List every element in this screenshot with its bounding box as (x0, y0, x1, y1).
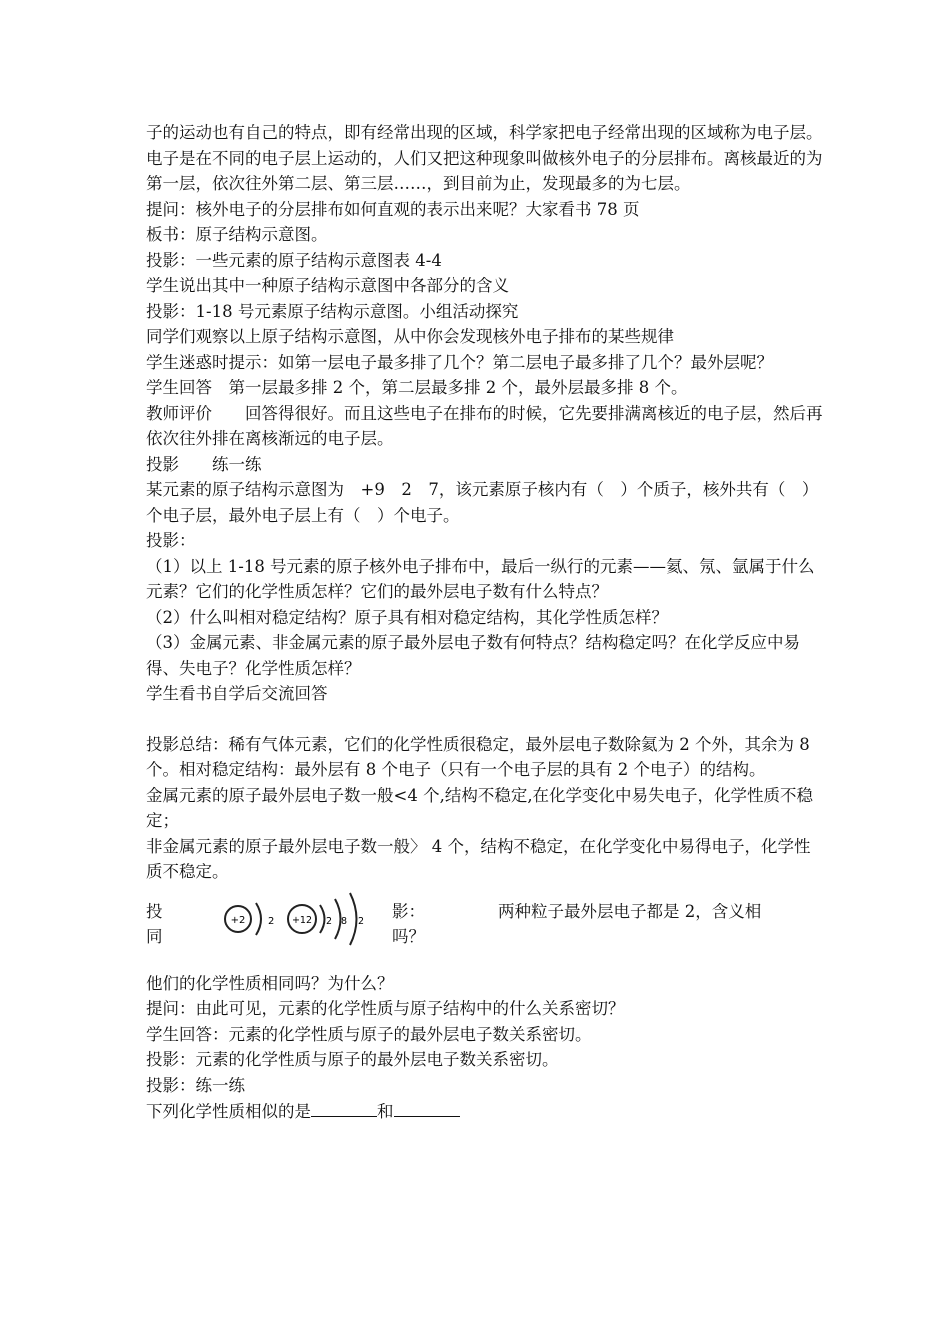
paragraph: 投影：1-18 号元素原子结构示意图。小组活动探究 (146, 301, 519, 321)
electron-shell-arc (320, 905, 325, 933)
paragraph: 学生回答：元素的化学性质与原子的最外层电子数关系密切。 (146, 1024, 592, 1044)
paragraph: 学生说出其中一种原子结构示意图中各部分的含义 (146, 276, 509, 295)
paragraph: 非金属元素的原子最外层电子数一般〉 4 个，结构不稳定，在化学变化中易得电子，化学性质不稳定。 (146, 836, 811, 881)
answer-blank (394, 1098, 460, 1117)
atom-diagram-magnesium (288, 893, 364, 945)
paragraph: 投影 练一练 (146, 454, 262, 474)
paragraph: 投影：元素的化学性质与原子的最外层电子数关系密切。 (146, 1050, 559, 1069)
spacer (146, 707, 826, 732)
paragraph: 教师评价 回答得很好。而且这些电子在排布的时候，它先要排满离核近的电子层，然后再依次往外排在离核渐远的电子层。 (146, 403, 823, 448)
paragraph: 投影： (146, 531, 196, 550)
label-char: 同 (146, 926, 163, 946)
paragraph: 金属元素的原子最外层电子数一般<4 个,结构不稳定,在化学变化中易失电子，化学性质不稳定； (146, 785, 814, 830)
paragraph: 学生回答 第一层最多排 2 个，第二层最多排 2 个，最外层最多排 8 个。 (146, 378, 688, 397)
fill-in-question (146, 1098, 826, 1125)
paragraph: 投影：一些元素的原子结构示意图表 4-4 (146, 250, 442, 270)
label-text: 吗？ (392, 926, 425, 946)
paragraph: （1）以上 1-18 号元素的原子核外电子排布中，最后一纵行的元素——氦、氖、氩属于什么元素？它们的化学性质怎样？它们的最外层电子数有什么特点？ (146, 556, 815, 601)
atom-diagram-helium (225, 903, 274, 935)
nucleus-charge: +12 (291, 914, 313, 926)
question-conjunction: 和 (377, 1102, 394, 1121)
label-text: 影： (392, 901, 425, 921)
shell-electrons: 2 (326, 915, 333, 927)
atom-structure-row (146, 899, 826, 969)
shell-electrons: 2 (358, 915, 365, 927)
question-text: 两种粒子最外层电子都是 2，含义相 (498, 901, 762, 921)
paragraph: 投影总结：稀有气体元素，它们的化学性质很稳定，最外层电子数除氦为 2 个外，其余为 8 个。相对稳定结构：最外层有 8 个电子（只有一个电子层的具有 2 个电子）的结构。 (146, 734, 815, 779)
document-page (146, 120, 826, 1125)
paragraph: 他们的化学性质相同吗？为什么？ (146, 973, 394, 993)
paragraph: 板书：原子结构示意图。 (146, 225, 328, 244)
paragraph: 子的运动也有自己的特点，即有经常出现的区域，科学家把电子经常出现的区域称为电子层。电子是在不同的电子层上运动的，人们又把这种现象叫做核外电子的分层排布。离核最近的为第一层，依次往外第二层、第三层……，到目前为止，发现最多的为七层。 (146, 123, 823, 193)
paragraph: 提问：由此可见，元素的化学性质与原子结构中的什么关系密切？ (146, 999, 625, 1018)
label-char: 投 (146, 901, 163, 921)
paragraph: 学生迷惑时提示：如第一层电子最多排了几个？第二层电子最多排了几个？最外层呢？ (146, 352, 773, 372)
atom-diagrams (216, 891, 386, 951)
paragraph: 学生看书自学后交流回答 (146, 684, 328, 703)
bottom-section (146, 971, 826, 1125)
paragraph: 某元素的原子结构示意图为 +9 2 7，该元素原子核内有（ ）个质子，核外共有（ ）个电子层，最外电子层上有（ ）个电子。 (146, 480, 819, 525)
paragraph: （3）金属元素、非金属元素的原子最外层电子数有何特点？结构稳定吗？在化学反应中易得、失电子？化学性质怎样？ (146, 633, 800, 678)
shell-electrons: 2 (268, 915, 275, 927)
question-prefix: 下列化学性质相似的是 (146, 1102, 311, 1121)
nucleus-charge: +2 (230, 914, 246, 926)
answer-blank (311, 1098, 377, 1117)
electron-shell-arc (256, 903, 261, 935)
electron-shell-arc (335, 899, 341, 939)
paragraph: 同学们观察以上原子结构示意图，从中你会发现核外电子排布的某些规律 (146, 327, 674, 346)
shell-electrons: 8 (341, 915, 348, 927)
paragraph: 提问：核外电子的分层排布如何直观的表示出来呢？大家看书 78 页 (146, 199, 640, 219)
electron-shell-arc (350, 893, 357, 945)
paragraph: （2）什么叫相对稳定结构？原子具有相对稳定结构，其化学性质怎样？ (146, 607, 668, 627)
paragraph: 投影：练一练 (146, 1075, 245, 1095)
